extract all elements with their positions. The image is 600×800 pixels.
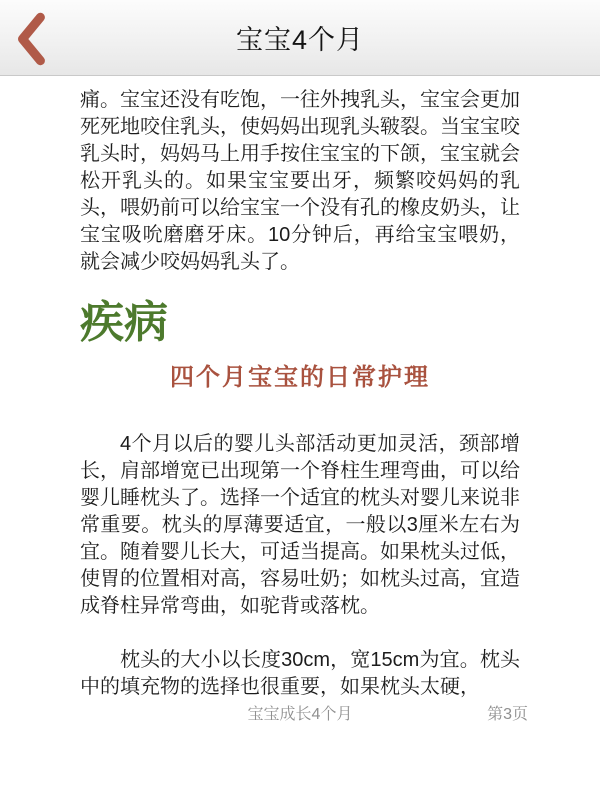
paragraph-continuation: 痛。宝宝还没有吃饱，一往外拽乳头，宝宝会更加死死地咬住乳头，使妈妈出现乳头皲裂。当宝宝咬乳头时，妈妈马上用手按住宝宝的下颌，宝宝就会松开乳头的。如果宝宝要出牙，频繁咬妈妈的乳头，喂奶前可以给宝宝一个没有孔的橡皮奶头，让宝宝吸吮磨磨牙床。10分钟后，再给宝宝喂奶，就会减少咬妈妈乳头了。: [80, 89, 520, 273]
book-title: 宝宝成长4个月: [247, 706, 353, 723]
back-button[interactable]: [11, 8, 51, 70]
navigation-bar: [0, 0, 600, 76]
sub-heading: 四个月宝宝的日常护理: [170, 365, 430, 391]
article-content[interactable]: [0, 76, 600, 701]
reader-footer: [0, 701, 600, 724]
paragraph: 枕头的大小以长度30cm，宽15cm为宜。枕头中的填充物的选择也很重要，如果枕头太硬，: [80, 649, 520, 698]
paragraph: 4个月以后的婴儿头部活动更加灵活，颈部增长，肩部增宽已出现第一个脊柱生理弯曲，可以给婴儿睡枕头了。选择一个适宜的枕头对婴儿来说非常重要。枕头的厚薄要适宜，一般以3厘米左右为宜。随着婴儿长大，可适当提高。如果枕头过低，使胃的位置相对高，容易吐奶；如枕头过高，宜造成脊柱异常弯曲，如驼背或落枕。: [80, 433, 520, 617]
chevron-left-icon: [14, 10, 48, 68]
page-title: 宝宝4个月: [235, 25, 365, 55]
section-heading: 疾病: [80, 298, 168, 347]
page-number: 第3页: [487, 706, 528, 723]
